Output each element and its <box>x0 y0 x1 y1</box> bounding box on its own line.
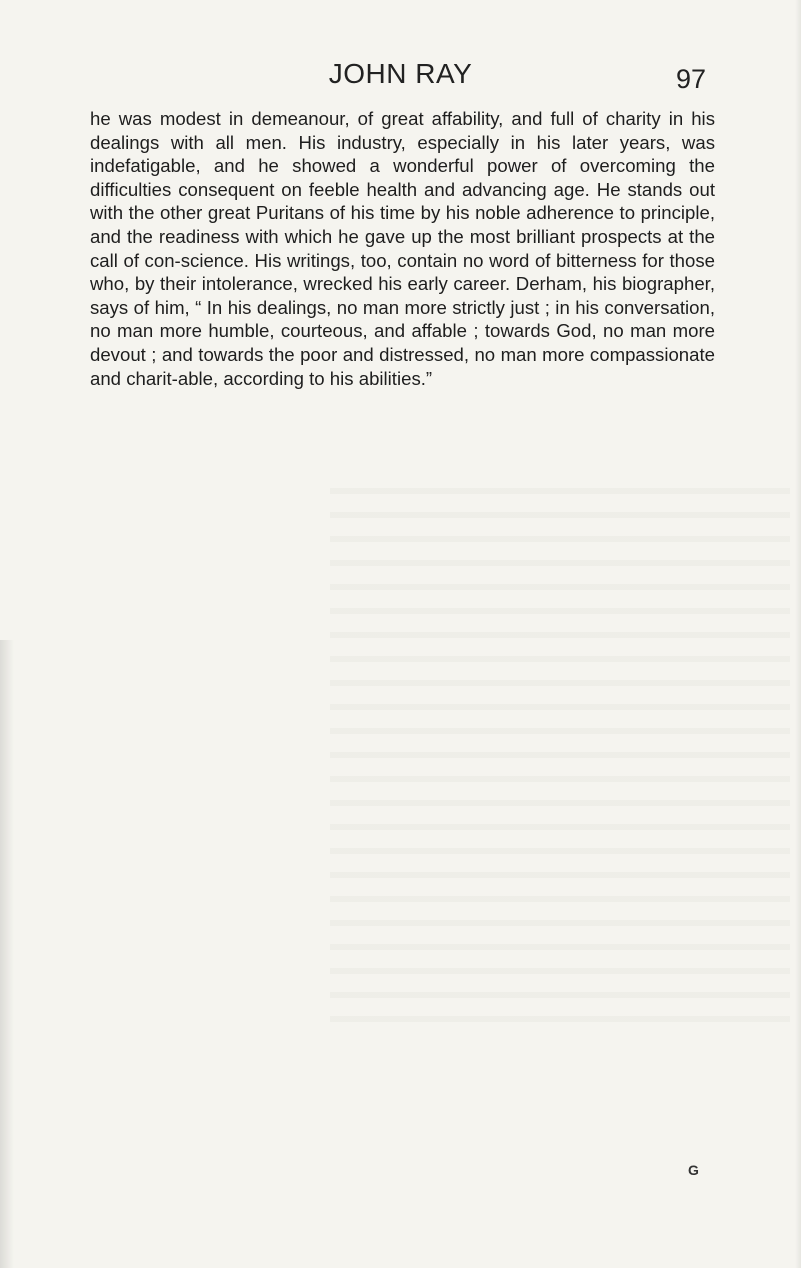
show-through-texture <box>330 470 790 1030</box>
page-number: 97 <box>676 64 707 94</box>
page-right-edge <box>795 0 801 1268</box>
running-title: JOHN RAY <box>328 58 473 89</box>
body-paragraph: he was modest in demeanour, of great affability, and full of charity in his dealings with all men. His industry, especially in his later years, was indefatigable, and he showed a wonderful power of overcoming the difficulties consequent on feeble health and advancing age. He stands out with the other great Puritans of his time by his noble adherence to principle, and the readiness with which he gave up the most brilliant prospects at the call of con-science. His writings, too, contain no word of bitterness for those who, by their intolerance, wrecked his early career. Derham, his biographer, says of him, “ In his dealings, no man more strictly just ; in his conversation, no man more humble, courteous, and affable ; towards God, no man more devout ; and towards the poor and distressed, no man more compassionate and charit-able, according to his abilities.” <box>90 108 715 389</box>
signature-mark: G <box>688 1162 699 1178</box>
page-edge-shadow <box>0 640 14 1268</box>
